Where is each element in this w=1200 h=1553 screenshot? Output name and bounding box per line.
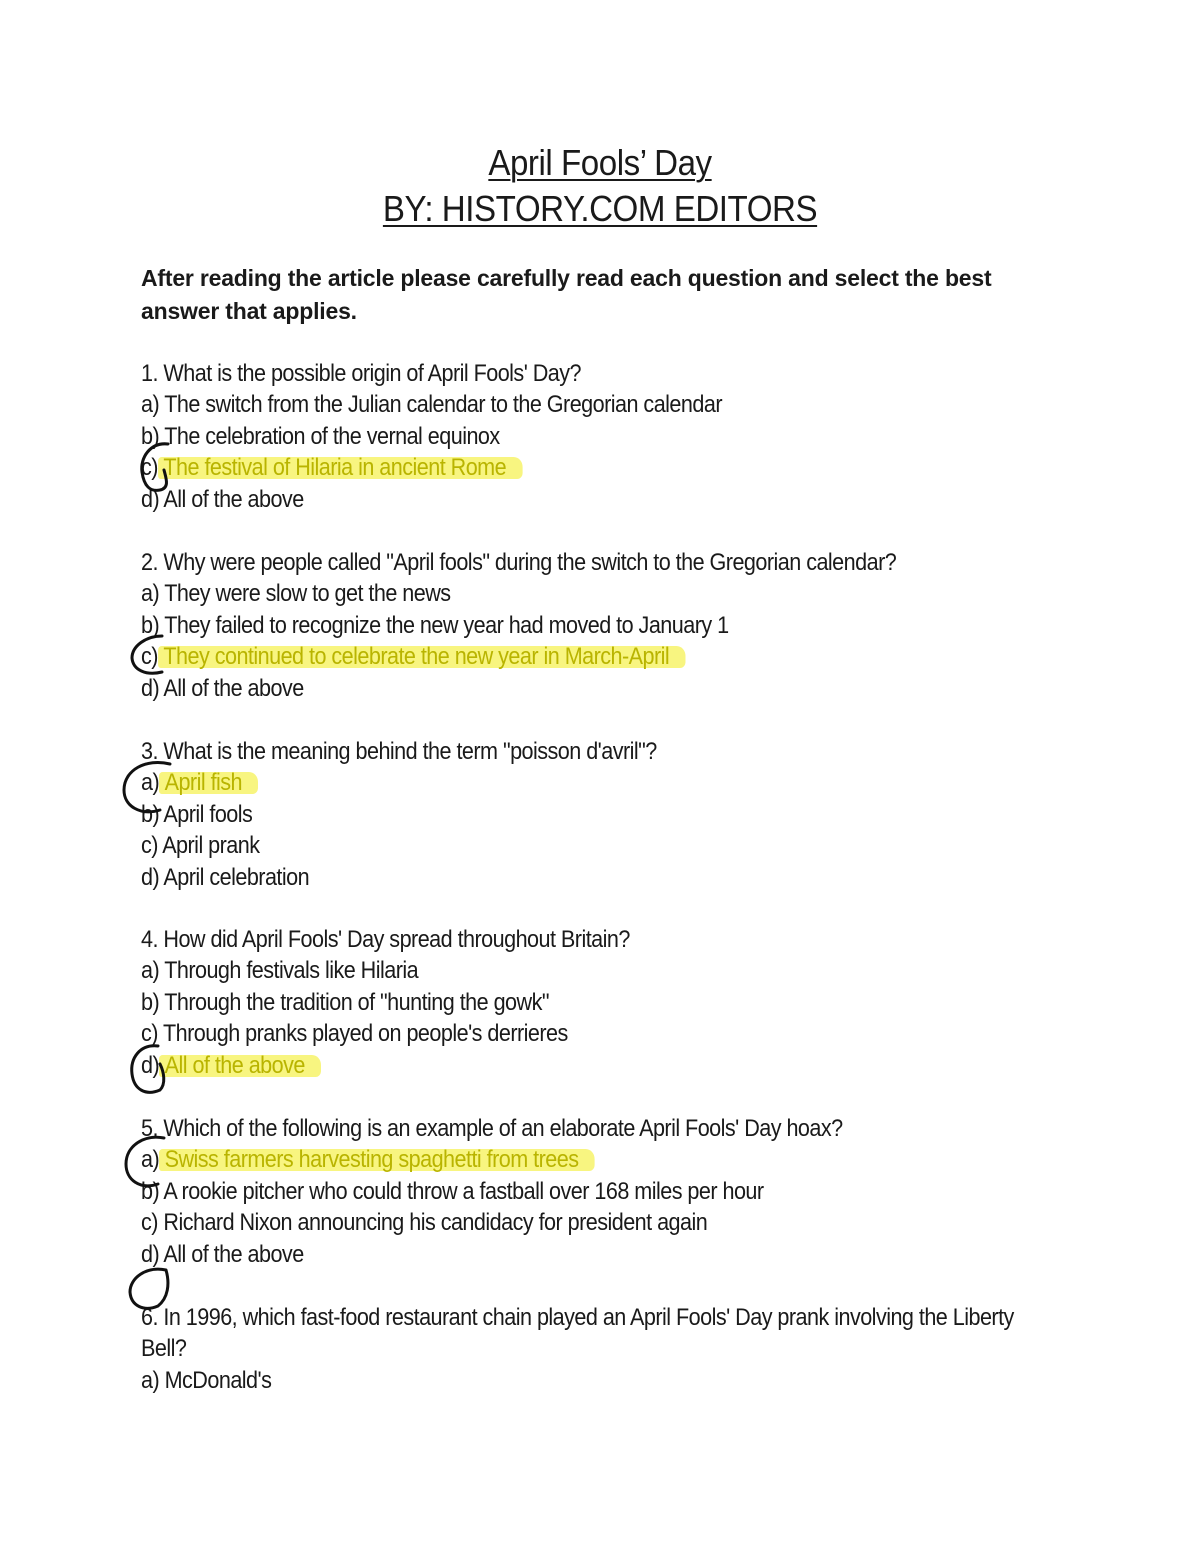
- option-text: The switch from the Julian calendar to the Gregorian calendar: [164, 391, 722, 419]
- option-text: All of the above: [163, 674, 304, 702]
- option-label: a): [141, 769, 160, 797]
- option-label: d): [141, 1051, 160, 1079]
- question-text: 4. How did April Fools' Day spread throughout Britain?: [141, 926, 630, 953]
- option-label: b): [141, 988, 160, 1016]
- option-d: [141, 1050, 969, 1081]
- option-text: April fools: [163, 800, 253, 828]
- option-b: [141, 610, 969, 641]
- question-text: 2. Why were people called "April fools" during the switch to the Gregorian calendar?: [141, 549, 897, 576]
- option-label: a): [141, 580, 160, 608]
- option-label: c): [141, 643, 158, 671]
- option-a: [141, 389, 969, 420]
- option-b: [141, 987, 969, 1018]
- option-a: [141, 1365, 969, 1396]
- option-text: Richard Nixon announcing his candidacy for president again: [163, 1209, 708, 1237]
- option-text: Through pranks played on people's derrieres: [162, 1020, 568, 1048]
- option-text: All of the above: [163, 485, 304, 513]
- option-label: b): [141, 422, 160, 450]
- option-text: April prank: [162, 832, 260, 860]
- option-text: The festival of Hilaria in ancient Rome: [163, 454, 507, 482]
- title-block: [0, 140, 1200, 232]
- option-a: [141, 767, 969, 798]
- page-title: April Fools’ Day: [488, 142, 712, 183]
- option-text: They were slow to get the news: [164, 580, 451, 608]
- question-text: 6. In 1996, which fast-food restaurant chain played an April Fools' Day prank involving the Liberty Bell?: [141, 1304, 1014, 1363]
- option-label: c): [141, 1020, 158, 1048]
- option-a: [141, 955, 969, 986]
- option-label: a): [141, 957, 160, 985]
- question-1: [141, 358, 1061, 515]
- option-b: [141, 1176, 969, 1207]
- option-text: April fish: [164, 769, 243, 797]
- question-2: [141, 547, 1061, 704]
- question-text: 5. Which of the following is an example of an elaborate April Fools' Day hoax?: [141, 1115, 843, 1142]
- question-text: 3. What is the meaning behind the term "poisson d'avril"?: [141, 738, 657, 765]
- option-text: The celebration of the vernal equinox: [164, 422, 500, 450]
- option-label: d): [141, 1240, 160, 1268]
- option-label: d): [141, 674, 160, 702]
- option-d: [141, 484, 969, 515]
- option-label: d): [141, 863, 160, 891]
- instructions: After reading the article please carefully read each question and select the best answer that applies.: [141, 265, 992, 324]
- question-6: [141, 1302, 1061, 1396]
- option-c: [141, 830, 969, 861]
- option-text: April celebration: [163, 863, 310, 891]
- option-text: They continued to celebrate the new year in March-April: [163, 643, 670, 671]
- option-label: b): [141, 1177, 160, 1205]
- option-label: c): [141, 832, 158, 860]
- option-d: [141, 1239, 969, 1270]
- question-4: [141, 924, 1061, 1081]
- option-text: McDonald's: [164, 1366, 272, 1394]
- option-text: All of the above: [163, 1240, 304, 1268]
- option-b: [141, 421, 969, 452]
- question-5: [141, 1113, 1061, 1270]
- option-text: Swiss farmers harvesting spaghetti from trees: [164, 1146, 579, 1174]
- option-c: [141, 452, 969, 483]
- question-3: [141, 736, 1061, 893]
- option-text: Through the tradition of "hunting the gowk": [164, 988, 549, 1016]
- option-d: [141, 862, 969, 893]
- option-label: d): [141, 485, 160, 513]
- option-c: [141, 1207, 969, 1238]
- option-d: [141, 673, 969, 704]
- option-label: c): [141, 1209, 158, 1237]
- option-text: A rookie pitcher who could throw a fastball over 168 miles per hour: [163, 1177, 764, 1205]
- option-c: [141, 641, 969, 672]
- byline: BY: HISTORY.COM EDITORS: [382, 188, 818, 229]
- option-label: c): [141, 454, 158, 482]
- option-b: [141, 799, 969, 830]
- option-label: b): [141, 800, 160, 828]
- option-text: All of the above: [164, 1051, 305, 1079]
- option-label: a): [141, 1146, 160, 1174]
- option-text: Through festivals like Hilaria: [164, 957, 419, 985]
- option-label: a): [141, 1366, 160, 1394]
- option-label: a): [141, 391, 160, 419]
- option-a: [141, 578, 969, 609]
- option-text: They failed to recognize the new year had moved to January 1: [164, 611, 729, 639]
- question-text: 1. What is the possible origin of April Fools' Day?: [141, 360, 582, 387]
- option-label: b): [141, 611, 160, 639]
- option-a: [141, 1144, 969, 1175]
- option-c: [141, 1018, 969, 1049]
